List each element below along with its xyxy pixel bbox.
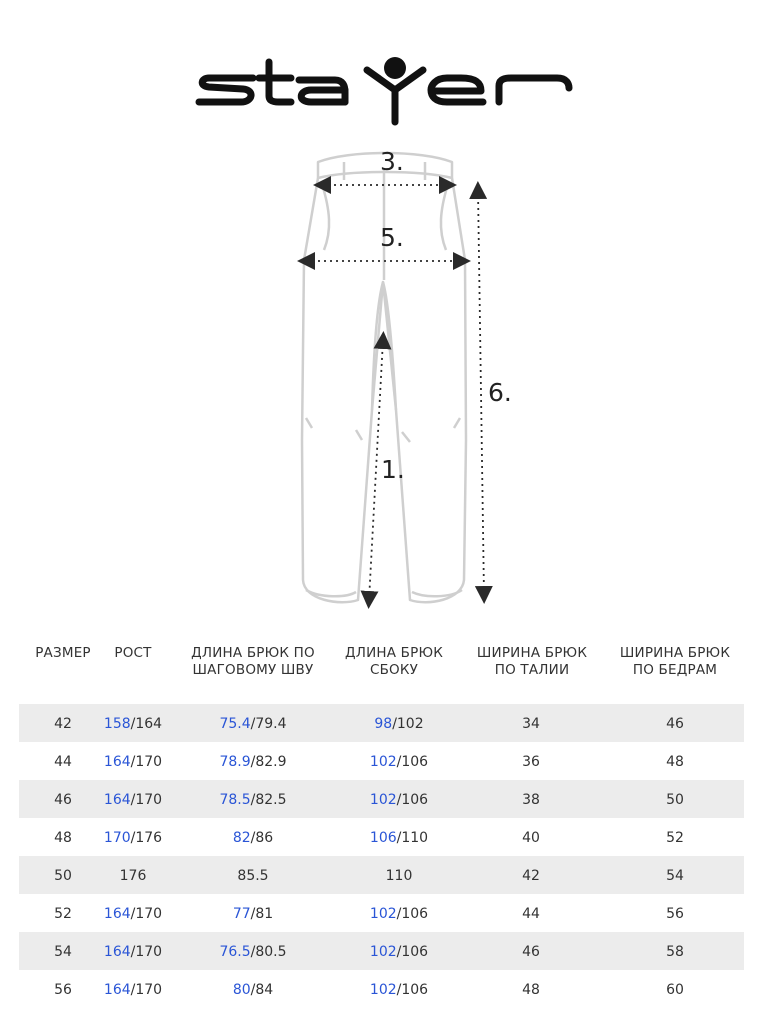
cell-inseam: 76.5/80.5 <box>219 944 287 960</box>
table-row <box>19 856 744 894</box>
label-side-length: 6. <box>488 378 512 407</box>
cell-side: 102/106 <box>369 982 429 998</box>
table-row <box>19 894 744 932</box>
table-row <box>19 742 744 780</box>
label-waist: 3. <box>380 147 404 176</box>
cell-height: 164/170 <box>103 906 163 922</box>
cell-height: 164/170 <box>103 792 163 808</box>
cell-hips: 52 <box>666 830 684 846</box>
header-inseam: ДЛИНА БРЮК ПО ШАГОВОМУ ШВУ <box>191 645 315 678</box>
cell-height: 176 <box>119 868 147 884</box>
cell-waist: 46 <box>522 944 540 960</box>
label-inseam: 1. <box>381 455 405 484</box>
cell-height: 164/170 <box>103 982 163 998</box>
header-height: РОСТ <box>114 645 152 661</box>
cell-hips: 60 <box>666 982 684 998</box>
cell-waist: 40 <box>522 830 540 846</box>
trousers-illustration <box>0 140 768 615</box>
cell-side: 110 <box>385 868 413 884</box>
side-length-line <box>478 190 484 595</box>
cell-size: 48 <box>54 830 72 846</box>
cell-side: 98/102 <box>374 716 424 732</box>
cell-waist: 38 <box>522 792 540 808</box>
cell-inseam: 77/81 <box>232 906 274 922</box>
logo-dot-icon <box>384 57 406 79</box>
size-table <box>19 704 744 1008</box>
cell-side: 102/106 <box>369 792 429 808</box>
cell-inseam: 78.9/82.9 <box>219 754 287 770</box>
cell-waist: 36 <box>522 754 540 770</box>
header-hips: ШИРИНА БРЮК ПО БЕДРАМ <box>619 645 731 678</box>
cell-side: 102/106 <box>369 754 429 770</box>
header-waist: ШИРИНА БРЮК ПО ТАЛИИ <box>476 645 588 678</box>
cell-waist: 34 <box>522 716 540 732</box>
cell-size: 56 <box>54 982 72 998</box>
cell-hips: 48 <box>666 754 684 770</box>
cell-waist: 42 <box>522 868 540 884</box>
cell-hips: 56 <box>666 906 684 922</box>
cell-height: 164/170 <box>103 944 163 960</box>
trousers-measurement-diagram <box>0 140 768 615</box>
cell-waist: 44 <box>522 906 540 922</box>
cell-size: 44 <box>54 754 72 770</box>
cell-hips: 46 <box>666 716 684 732</box>
cell-hips: 50 <box>666 792 684 808</box>
table-row <box>19 818 744 856</box>
cell-waist: 48 <box>522 982 540 998</box>
cell-hips: 54 <box>666 868 684 884</box>
label-hips: 5. <box>380 223 404 252</box>
cell-side: 106/110 <box>369 830 429 846</box>
cell-side: 102/106 <box>369 906 429 922</box>
brand-logo-mark <box>195 56 573 126</box>
cell-inseam: 85.5 <box>237 868 269 884</box>
cell-height: 164/170 <box>103 754 163 770</box>
cell-height: 158/164 <box>103 716 163 732</box>
table-row <box>19 704 744 742</box>
table-row <box>19 932 744 970</box>
cell-inseam: 75.4/79.4 <box>219 716 287 732</box>
header-side: ДЛИНА БРЮК СБОКУ <box>344 645 444 678</box>
header-size: РАЗМЕР <box>35 645 91 661</box>
cell-side: 102/106 <box>369 944 429 960</box>
cell-hips: 58 <box>666 944 684 960</box>
cell-size: 42 <box>54 716 72 732</box>
size-table-header <box>0 645 768 705</box>
cell-inseam: 78.5/82.5 <box>219 792 287 808</box>
trousers-outline <box>302 153 466 602</box>
brand-logo <box>195 56 573 126</box>
cell-size: 46 <box>54 792 72 808</box>
cell-size: 54 <box>54 944 72 960</box>
table-row <box>19 780 744 818</box>
cell-size: 52 <box>54 906 72 922</box>
table-row <box>19 970 744 1008</box>
cell-size: 50 <box>54 868 72 884</box>
cell-inseam: 80/84 <box>232 982 274 998</box>
cell-height: 170/176 <box>103 830 163 846</box>
cell-inseam: 82/86 <box>232 830 274 846</box>
